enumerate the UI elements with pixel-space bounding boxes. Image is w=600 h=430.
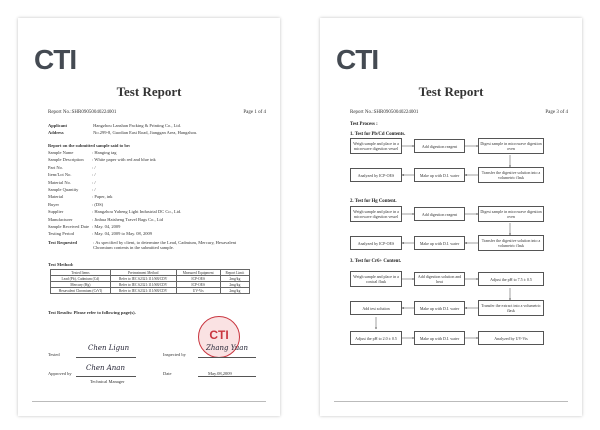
field-value: : May. 04, 2009 to May. 08, 2009: [92, 231, 153, 237]
s2-weigh-box: Weigh sample and place in a microwave digestion vessel: [350, 206, 402, 222]
field-label: Item/Lot No.: [48, 172, 72, 178]
s1-analyze-box: Analyzed by ICP-OES: [350, 168, 402, 182]
date-line: [198, 376, 256, 377]
results-line: Test Results: Please refer to following page(s).: [48, 310, 136, 315]
report-page-2: [320, 18, 582, 416]
table-header-cell: Measured Equipment: [176, 270, 220, 276]
field-row: [48, 165, 96, 170]
field-row: [48, 187, 96, 192]
table-cell: Hexavalent Chromium (CrVI): [51, 288, 111, 294]
field-label: Supplier: [48, 209, 64, 215]
s2-makeup-box: Make up with D.I. water: [414, 236, 465, 250]
field-row: [48, 194, 112, 199]
table-cell: 2mg/kg: [220, 288, 249, 294]
report-number: Report No.:SHR09050040224001: [350, 110, 419, 115]
field-value: : /: [92, 187, 96, 192]
inspected-by-label: Inspected by: [163, 352, 186, 357]
table-header-cell: Pretreatment Method: [110, 270, 176, 276]
field-value: : Hanging tag: [92, 150, 117, 155]
s3-add-test-box: Add test solution: [350, 301, 402, 315]
field-label: Buyer: [48, 201, 59, 207]
page-footer: [32, 401, 266, 408]
table-cell: UV-Vis: [176, 288, 220, 294]
table-body: [51, 276, 250, 294]
field-label: Sample Name: [48, 150, 74, 155]
s3-analyze-box: Analyzed by UV-Vis: [478, 331, 544, 345]
table-cell: Refer to IEC 62321:111/SB/CDV: [110, 276, 176, 282]
tested-signature: Chen Ligun: [88, 344, 130, 352]
s1-makeup-box: Make up with D.I. water: [414, 168, 465, 182]
report-number: Report No.:SHR09050040224001: [48, 110, 117, 115]
page-title: Test Report: [116, 84, 182, 99]
field-row: [48, 150, 117, 155]
applicant-label: Applicant: [48, 123, 68, 128]
s2-transfer-box: Transfer the digestive solution into a volumetric flask: [478, 235, 544, 251]
tested-line: [76, 357, 136, 358]
approved-by-label: Approved by: [48, 371, 72, 376]
field-value: : /: [92, 172, 96, 178]
address-value: No.299-8, Guodian East Road, Jianggan Area, Hangzhou.: [93, 130, 198, 135]
process-title: Test Process :: [350, 122, 378, 127]
s3-makeup-box: Make up with D.I. water: [414, 301, 465, 315]
s3-adjust-ph-box: Adjust the pH to 7.5 ± 0.5: [478, 272, 544, 286]
field-label: Sample Received Date: [48, 224, 89, 229]
stamp-text: CTI: [209, 328, 229, 342]
applicant-value: Hangzhou Lanshan Packing & Printing Co., Ltd.: [93, 123, 181, 128]
field-label: Manufacturer: [48, 216, 73, 222]
field-row: [48, 180, 96, 185]
address-label: Address: [48, 130, 64, 135]
date-value: May.08,2009: [208, 371, 232, 376]
s3-digest-box: Add digestion solution and heat: [414, 272, 465, 286]
table-cell: 2mg/kg: [220, 282, 249, 288]
report-page-1: [18, 18, 280, 416]
date-label: Date: [163, 371, 172, 376]
field-label: Testing Period: [48, 231, 75, 237]
s2-digest-box: Digest sample in microwave digestion oven: [478, 206, 544, 222]
section-3-heading: 3. Test for Cr6+ Content.: [350, 259, 402, 264]
field-value: : Jinhua Haisheng Travel Bags Co., Ltd: [92, 216, 163, 222]
s3-transfer-box: Transfer the extract into a volumetric flask: [478, 300, 544, 316]
test-requested-value: : As specified by client, to determine the Lead, Cadmium, Mercury, Hexavalent Chromium contents in the submitted sample.: [93, 240, 237, 250]
field-row: [48, 172, 96, 177]
field-row: [48, 231, 152, 236]
test-requested-row: [48, 240, 243, 250]
test-method-table: [50, 269, 250, 294]
field-label: Material: [48, 194, 64, 200]
tested-by-label: Tested: [48, 352, 60, 357]
address-row: [48, 130, 197, 135]
field-row: [48, 202, 103, 207]
field-row: [48, 224, 120, 229]
field-label: Part No.: [48, 164, 63, 170]
section-2-heading: 2. Test for Hg Content.: [350, 199, 397, 204]
s3-weigh-box: Weigh sample and place in a conical flask: [350, 271, 402, 287]
applicant-row: [48, 123, 181, 128]
page-number: Page 3 of 4: [545, 110, 568, 115]
table-row: [51, 288, 250, 294]
technical-manager: Technical Manager: [90, 379, 125, 384]
field-row: [48, 157, 156, 162]
table-cell: ICP-OES: [176, 276, 220, 282]
inspected-signature: Zhang Yuan: [206, 344, 248, 352]
field-value: : Paper, ink: [92, 194, 113, 200]
table-cell: Mercury (Hg): [51, 282, 111, 288]
page-title: Test Report: [418, 84, 484, 99]
table-cell: Refer to IEC 62321:111/SB/CDV: [110, 288, 176, 294]
s1-digest-box: Digest sample in microwave digestion oven: [478, 138, 544, 154]
field-value: : May. 04, 2009: [92, 224, 121, 229]
field-label: Sample Description: [48, 157, 84, 163]
test-requested-label: Test Requested: [48, 240, 77, 245]
cti-logo: CTI: [336, 44, 379, 75]
approved-signature: Chen Anan: [86, 364, 125, 372]
s1-weigh-box: Weigh sample and place in a microwave digestion vessel: [350, 138, 402, 154]
field-value: : Hangzhou Yuheng Light Industrial DC Co., Ltd.: [92, 209, 182, 215]
field-value: : /: [92, 179, 96, 185]
field-row: [48, 217, 163, 222]
test-method-label: Test Method:: [48, 262, 74, 267]
page-footer: [334, 401, 568, 408]
table-header-cell: Tested Items: [51, 270, 111, 276]
section-title: Report on the submitted sample said to be:: [48, 143, 131, 148]
s3-adjust-ph2-box: Adjust the pH to 2.0 ± 0.5: [350, 331, 402, 345]
page-number: Page 1 of 4: [243, 110, 266, 115]
field-value: : (DS): [92, 201, 104, 207]
table-header-cell: Report Limit: [220, 270, 249, 276]
s1-reagent-box: Add digestion reagent: [414, 139, 465, 153]
field-row: [48, 209, 181, 214]
s1-transfer-box: Transfer the digestive solution into a volumetric flask: [478, 167, 544, 183]
section-1-heading: 1. Test for Pb/Cd Contents.: [350, 132, 406, 137]
table-cell: ICP-OES: [176, 282, 220, 288]
s2-analyze-box: Analyzed by ICP-OES: [350, 236, 402, 250]
table-cell: Lead (Pb), Cadmium (Cd): [51, 276, 111, 282]
field-value: : White paper with red and blue ink: [92, 157, 156, 163]
table-cell: Refer to IEC 62321:111/SB/CDV: [110, 282, 176, 288]
approved-line: [76, 376, 136, 377]
field-value: : /: [92, 164, 96, 170]
field-label: Sample Quantity: [48, 187, 79, 192]
s3-makeup2-box: Make up with D.I. water: [414, 331, 465, 345]
cti-logo: CTI: [34, 44, 77, 75]
table-cell: 2mg/kg: [220, 276, 249, 282]
inspected-line: [198, 357, 256, 358]
s2-reagent-box: Add digestion reagent: [414, 207, 465, 221]
field-label: Material No.: [48, 179, 71, 185]
